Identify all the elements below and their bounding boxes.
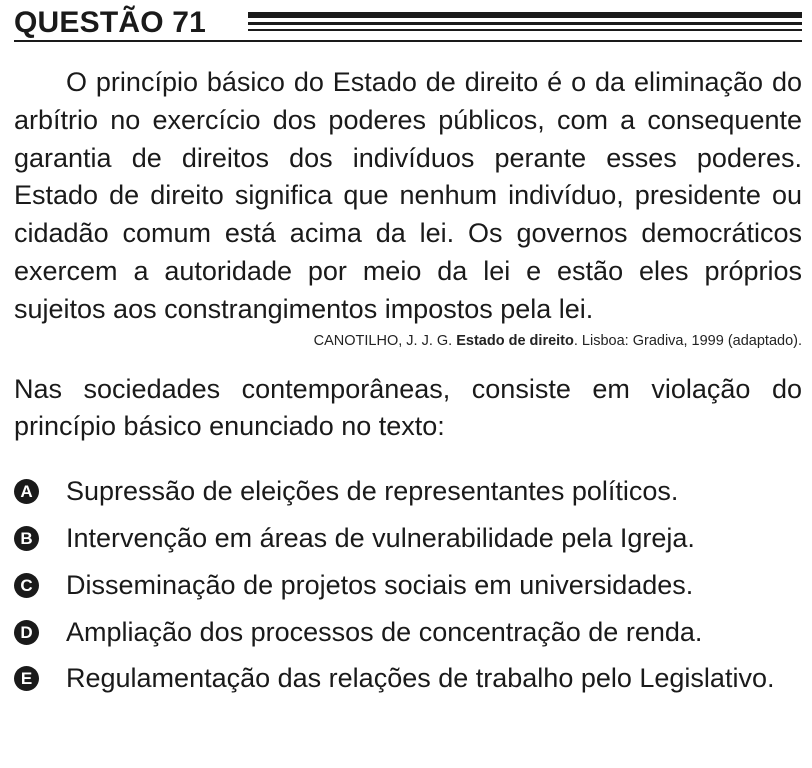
question-prompt: Nas sociedades contemporâneas, consiste em violação do princípio básico enunciado no texto: [14, 373, 802, 442]
answer-options [14, 473, 802, 698]
option-b[interactable] [14, 520, 802, 558]
option-text: Supressão de eleições de representantes políticos. [66, 476, 679, 507]
option-letter-e-icon: E [14, 666, 39, 691]
option-e[interactable] [14, 660, 802, 698]
option-letter-c-icon: C [14, 573, 39, 598]
header-rule [14, 40, 802, 42]
question-header [14, 0, 802, 46]
citation-author: CANOTILHO, J. J. G. [313, 332, 453, 349]
citation-details: . Lisboa: Gradiva, 1999 (adaptado). [573, 332, 802, 349]
option-a[interactable] [14, 473, 802, 511]
option-text: Regulamentação das relações de trabalho pelo Legislativo. [66, 663, 775, 694]
option-c[interactable] [14, 567, 802, 605]
header-bar [248, 12, 802, 18]
passage-text: O princípio básico do Estado de direito é o da eliminação do arbítrio no exercício dos poderes públicos, com a consequente garantia de direitos dos indivíduos perante esses poderes. Estado de direito significa que nenhum indivíduo, presidente ou cidadão comum está acima da lei. Os governos democráticos exercem a autoridade por meio da lei e estão eles próprios sujeitos aos constrangimentos impostos pela lei. [14, 67, 802, 324]
option-text: Ampliação dos processos de concentração de renda. [66, 616, 703, 647]
option-text: Disseminação de projetos sociais em universidades. [66, 569, 694, 600]
option-letter-d-icon: D [14, 620, 39, 645]
question-page [14, 0, 802, 707]
citation [14, 333, 802, 349]
citation-work: Estado de direito [456, 332, 574, 349]
option-letter-a-icon: A [14, 479, 39, 504]
question-title: QUESTÃO 71 [14, 6, 207, 39]
header-bar [248, 29, 802, 31]
header-bar [248, 22, 802, 25]
option-letter-b-icon: B [14, 526, 39, 551]
option-d[interactable] [14, 614, 802, 652]
option-text: Intervenção em áreas de vulnerabilidade pela Igreja. [66, 522, 695, 553]
